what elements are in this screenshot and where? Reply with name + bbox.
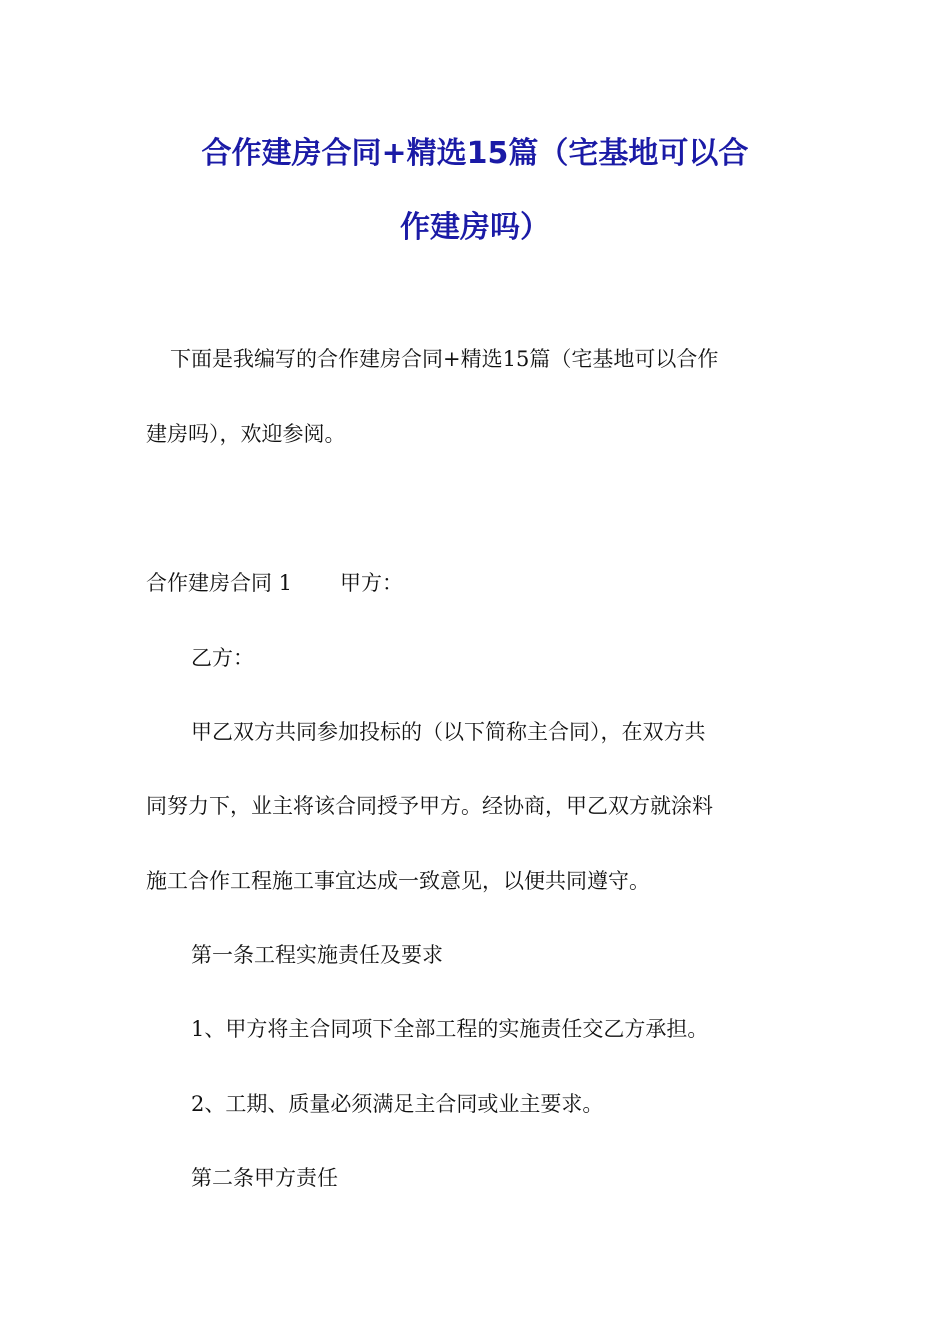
contract-heading-row [146,568,826,598]
body-line-2: 同努力下，业主将该合同授予甲方。经协商，甲乙双方就涂料 [146,794,713,818]
body-line-3: 施工合作工程施工事宜达成一致意见，以便共同遵守。 [146,869,650,893]
party-a-label: 甲方： [340,571,404,595]
contract-heading: 合作建房合同 1 [146,571,293,595]
article-2-title: 第二条甲方责任 [191,1166,338,1190]
article-1-item-1: 1、甲方将主合同项下全部工程的实施责任交乙方承担。 [191,1017,709,1041]
party-b-label: 乙方： [191,646,254,670]
document-title-line-1: 合作建房合同+精选15篇（宅基地可以合 [201,136,749,171]
intro-line-1: 下面是我编写的合作建房合同+精选15篇（宅基地可以合作 [170,347,719,371]
article-1-item-2: 2、工期、质量必须满足主合同或业主要求。 [191,1092,604,1116]
article-1-title: 第一条工程实施责任及要求 [191,943,443,967]
body-line-1: 甲乙双方共同参加投标的（以下简称主合同），在双方共 [191,720,706,744]
intro-line-2: 建房吗），欢迎参阅。 [146,422,346,446]
document-title-line-2: 作建房吗） [400,210,550,245]
